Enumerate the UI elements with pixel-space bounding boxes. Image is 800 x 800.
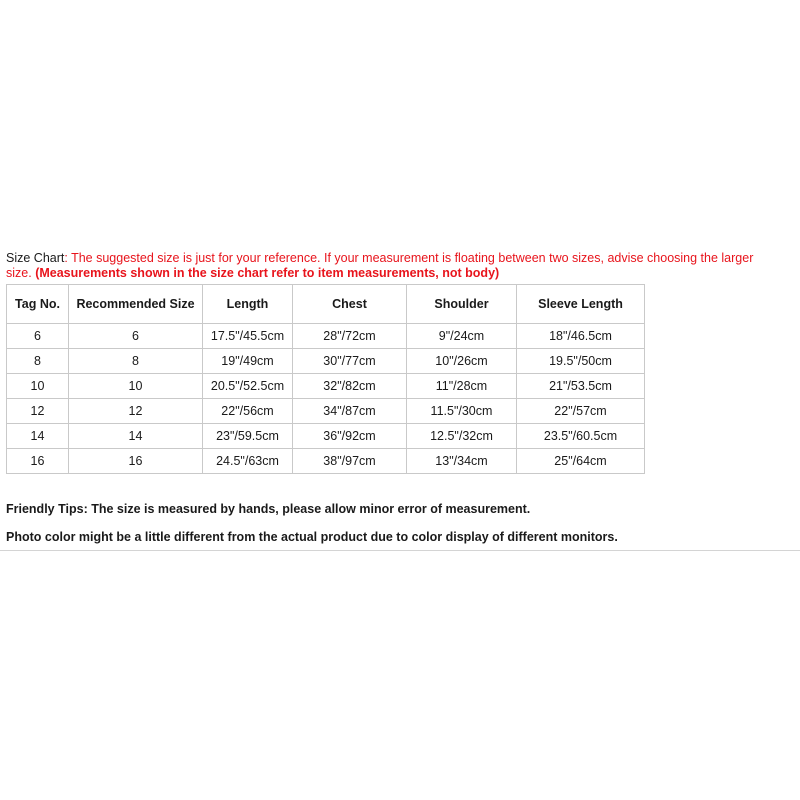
cell-shoulder: 9"/24cm xyxy=(407,324,517,349)
cell-shoulder: 13"/34cm xyxy=(407,449,517,474)
cell-tag-no: 16 xyxy=(7,449,69,474)
cell-length: 20.5"/52.5cm xyxy=(203,374,293,399)
cell-recommended-size: 12 xyxy=(69,399,203,424)
table-row xyxy=(7,424,645,449)
cell-recommended-size: 8 xyxy=(69,349,203,374)
header-recommended-size: Recommended Size xyxy=(69,285,203,324)
photo-color-note: Photo color might be a little different from the actual product due to color display of different monitors. xyxy=(6,530,618,544)
cell-tag-no: 10 xyxy=(7,374,69,399)
cell-sleeve-length: 19.5"/50cm xyxy=(517,349,645,374)
cell-length: 19"/49cm xyxy=(203,349,293,374)
cell-shoulder: 11.5"/30cm xyxy=(407,399,517,424)
cell-recommended-size: 14 xyxy=(69,424,203,449)
cell-chest: 32"/82cm xyxy=(293,374,407,399)
cell-chest: 30"/77cm xyxy=(293,349,407,374)
table-row xyxy=(7,374,645,399)
cell-tag-no: 8 xyxy=(7,349,69,374)
cell-tag-no: 12 xyxy=(7,399,69,424)
cell-recommended-size: 16 xyxy=(69,449,203,474)
size-chart-intro xyxy=(6,251,800,281)
cell-shoulder: 11"/28cm xyxy=(407,374,517,399)
cell-recommended-size: 10 xyxy=(69,374,203,399)
divider xyxy=(0,550,800,551)
cell-sleeve-length: 23.5"/60.5cm xyxy=(517,424,645,449)
cell-chest: 38"/97cm xyxy=(293,449,407,474)
size-chart-label: Size Chart xyxy=(6,251,65,265)
table-header-row xyxy=(7,285,645,324)
header-chest: Chest xyxy=(293,285,407,324)
cell-recommended-size: 6 xyxy=(69,324,203,349)
cell-chest: 28"/72cm xyxy=(293,324,407,349)
cell-sleeve-length: 21"/53.5cm xyxy=(517,374,645,399)
header-sleeve-length: Sleeve Length xyxy=(517,285,645,324)
table-row xyxy=(7,399,645,424)
cell-shoulder: 10"/26cm xyxy=(407,349,517,374)
header-shoulder: Shoulder xyxy=(407,285,517,324)
header-tag-no: Tag No. xyxy=(7,285,69,324)
cell-length: 22"/56cm xyxy=(203,399,293,424)
cell-length: 23"/59.5cm xyxy=(203,424,293,449)
cell-sleeve-length: 22"/57cm xyxy=(517,399,645,424)
cell-length: 17.5"/45.5cm xyxy=(203,324,293,349)
cell-length: 24.5"/63cm xyxy=(203,449,293,474)
size-chart-advice: : The suggested size is just for your reference. If your measurement is floating between two sizes, advise choosing the larger xyxy=(64,251,754,265)
table-row xyxy=(7,449,645,474)
cell-chest: 34"/87cm xyxy=(293,399,407,424)
header-length: Length xyxy=(203,285,293,324)
intro-line-1 xyxy=(6,251,800,266)
cell-shoulder: 12.5"/32cm xyxy=(407,424,517,449)
cell-tag-no: 6 xyxy=(7,324,69,349)
cell-sleeve-length: 18"/46.5cm xyxy=(517,324,645,349)
table-row xyxy=(7,324,645,349)
measurement-note: (Measurements shown in the size chart refer to item measurements, not body) xyxy=(35,266,500,280)
cell-tag-no: 14 xyxy=(7,424,69,449)
table-row xyxy=(7,349,645,374)
cell-chest: 36"/92cm xyxy=(293,424,407,449)
intro-line-2 xyxy=(6,266,800,281)
size-table xyxy=(6,284,645,474)
size-chart-advice-cont: size. xyxy=(6,266,36,280)
friendly-tip: Friendly Tips: The size is measured by hands, please allow minor error of measurement. xyxy=(6,502,531,516)
cell-sleeve-length: 25"/64cm xyxy=(517,449,645,474)
